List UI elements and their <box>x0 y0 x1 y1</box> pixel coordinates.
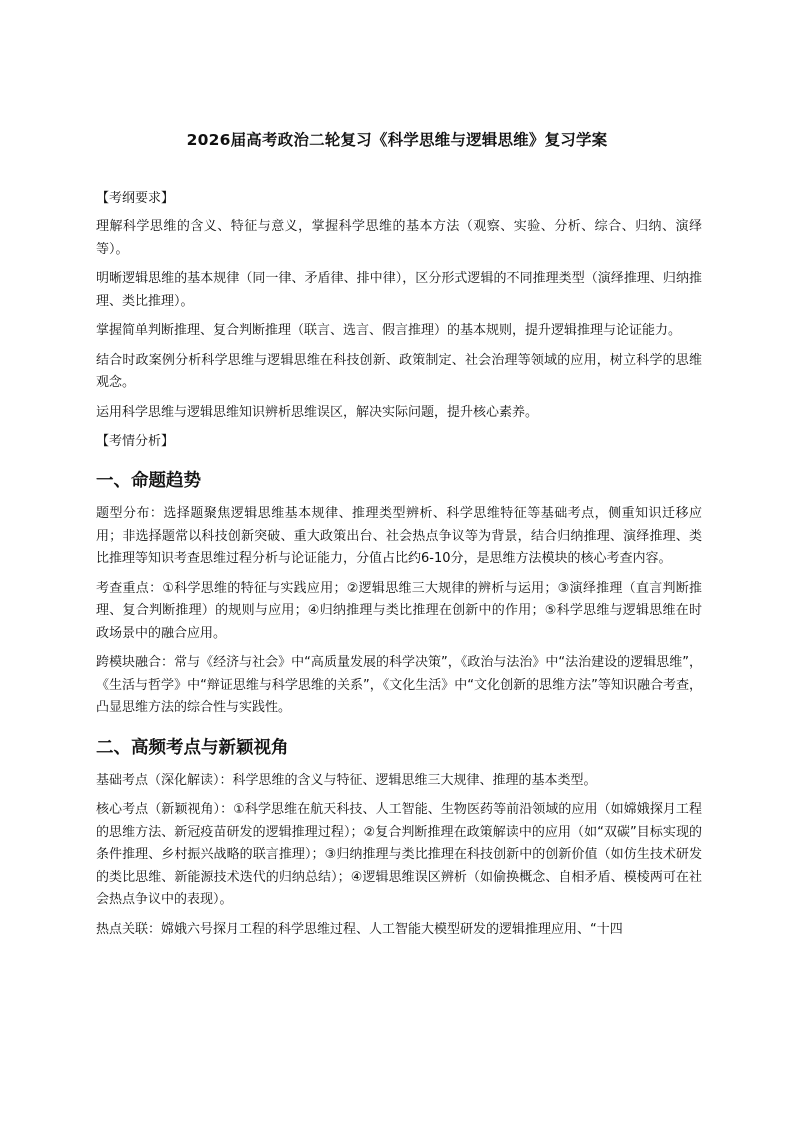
section-label-kaoqing: 【考情分析】 <box>96 434 175 449</box>
trend-paragraph: 考查重点：①科学思维的特征与实践应用；②逻辑思维三大规律的辨析与运用；③演绎推理（直言判断推理、复合判断推理）的规则与应用；④归纳推理与类比推理在创新中的作用；⑤科学思维与逻辑思维在时政场景中的融合应用。 <box>96 580 702 641</box>
section-heading-hotspots: 二、高频考点与新颖视角 <box>96 737 289 758</box>
trend-paragraph: 题型分布：选择题聚焦逻辑思维基本规律、推理类型辨析、科学思维特征等基础考点，侧重知识迁移应用；非选择题常以科技创新突破、重大政策出台、社会热点争议等为背景，结合归纳推理、演绎推理、类比推理等知识考查思维过程分析与论证能力，分值占比约6-10分，是思维方法模块的核心考查内容。 <box>96 506 702 566</box>
kaogang-item: 明晰逻辑思维的基本规律（同一律、矛盾律、排中律），区分形式逻辑的不同推理类型（演绎推理、归纳推理、类比推理）。 <box>96 271 702 309</box>
hotspot-paragraph: 核心考点（新颖视角）：①科学思维在航天科技、人工智能、生物医药等前沿领域的应用（如嫦娥探月工程的思维方法、新冠疫苗研发的逻辑推理过程）；②复合判断推理在政策解读中的应用（如“双碳”目标实现的条件推理、乡村振兴战略的联言推理）；③归纳推理与类比推理在科技创新中的创新价值（如仿生技术研发的类比思维、新能源技术迭代的归纳总结）；④逻辑思维误区辨析（如偷换概念、自相矛盾、模棱两可在社会热点争议中的表现）。 <box>96 802 702 907</box>
kaogang-item: 运用科学思维与逻辑思维知识辨析思维误区，解决实际问题，提升核心素养。 <box>96 404 539 420</box>
kaogang-item: 掌握简单判断推理、复合判断推理（联言、选言、假言推理）的基本规则，提升逻辑推理与论证能力。 <box>96 323 682 338</box>
hotspot-paragraph: 基础考点（深化解读）：科学思维的含义与特征、逻辑思维三大规律、推理的基本类型。 <box>96 772 597 788</box>
kaogang-item: 理解科学思维的含义、特征与意义，掌握科学思维的基本方法（观察、实验、分析、综合、归纳、演绎等）。 <box>96 219 702 257</box>
trend-paragraph: 跨模块融合：常与《经济与社会》中“高质量发展的科学决策”，《政治与法治》中“法治建设的逻辑思维”，《生活与哲学》中“辩证思维与科学思维的关系”，《文化生活》中“文化创新的思维方法”等知识融合考查，凸显思维方法的综合性与实践性。 <box>96 655 702 715</box>
section-heading-trend: 一、命题趋势 <box>96 471 201 491</box>
section-label-kaogang: 【考纲要求】 <box>96 191 175 206</box>
document-body <box>96 188 702 948</box>
hotspot-paragraph: 热点关联：嫦娥六号探月工程的科学思维过程、人工智能大模型研发的逻辑推理应用、“十四 <box>96 921 623 937</box>
kaogang-item: 结合时政案例分析科学思维与逻辑思维在科技创新、政策制定、社会治理等领域的应用，树立科学的思维观念。 <box>96 352 702 390</box>
document-title: 2026届高考政治二轮复习《科学思维与逻辑思维》复习学案 <box>186 131 608 149</box>
